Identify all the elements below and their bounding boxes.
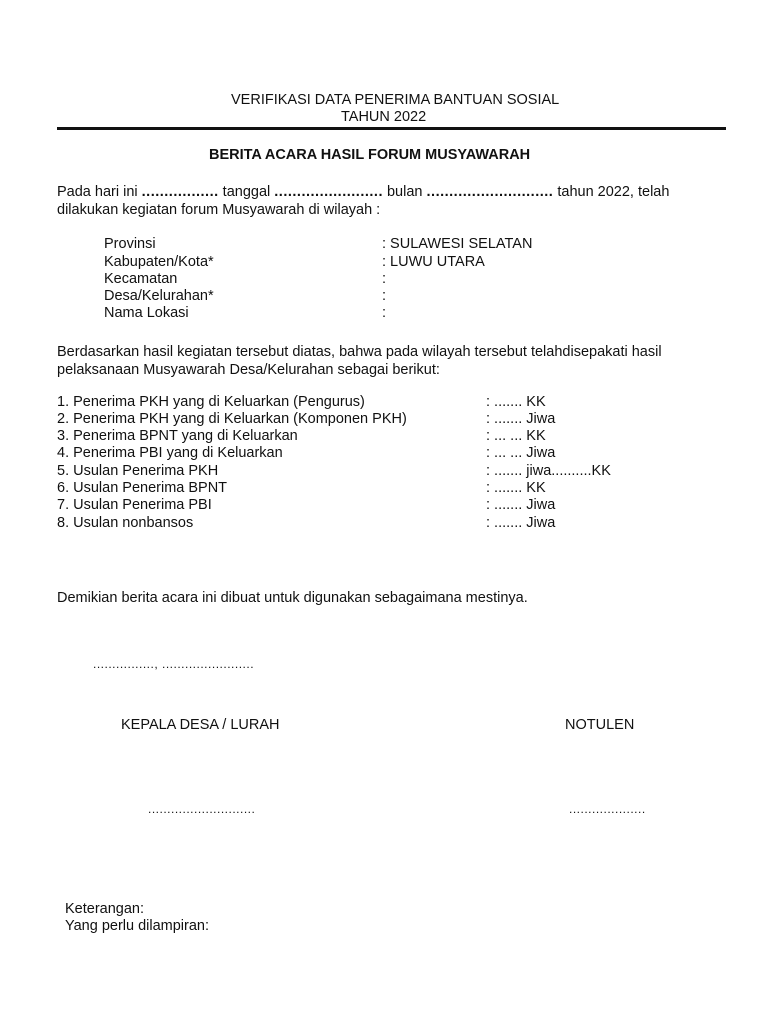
list-item-value: : ....... KK — [486, 394, 546, 410]
intro-text-4: tahun 2022, telah — [553, 184, 670, 200]
location-label: Kecamatan — [104, 271, 178, 287]
header-year: TAHUN 2022 — [341, 109, 427, 125]
closing-statement: Demikian berita acara ini dibuat untuk digunakan sebagaimana mestinya. — [57, 590, 528, 606]
list-item-label: 6. Usulan Penerima BPNT — [57, 480, 228, 496]
list-item-value: : ....... KK — [486, 480, 546, 496]
place-date-blank: ................, ........................ — [93, 657, 255, 671]
notes-label: Keterangan: — [65, 901, 145, 917]
intro-line-2: dilakukan kegiatan forum Musyawarah di wilayah : — [57, 202, 381, 218]
attachments-label: Yang perlu dilampiran: — [65, 918, 210, 934]
list-item-label: 2. Penerima PKH yang di Keluarkan (Komponen PKH) — [57, 411, 407, 427]
location-value: : — [382, 271, 387, 287]
day-blank: ................. — [141, 184, 219, 200]
list-item-label: 5. Usulan Penerima PKH — [57, 463, 219, 479]
intro-paragraph — [57, 183, 669, 219]
list-item-value: : ....... Jiwa — [486, 515, 556, 531]
village-head-title: KEPALA DESA / LURAH — [121, 717, 280, 733]
location-value: : SULAWESI SELATAN — [382, 236, 533, 252]
village-head-signature-blank: ............................ — [148, 802, 256, 816]
location-value: : LUWU UTARA — [382, 254, 485, 270]
notulen-title: NOTULEN — [565, 717, 635, 733]
list-item-value: : ....... Jiwa — [486, 497, 556, 513]
intro-line-1 — [57, 183, 669, 201]
intro-text-1: Pada hari ini — [57, 184, 142, 200]
list-item-label: 8. Usulan nonbansos — [57, 515, 194, 531]
document-title: BERITA ACARA HASIL FORUM MUSYAWARAH — [209, 147, 531, 163]
list-item-label: 1. Penerima PKH yang di Keluarkan (Pengurus) — [57, 394, 365, 410]
result-line-2: pelaksanaan Musyawarah Desa/Kelurahan sebagai berikut: — [57, 362, 440, 378]
location-value: : — [382, 305, 387, 321]
notulen-signature-blank: .................... — [569, 802, 646, 816]
intro-text-3: bulan — [382, 184, 427, 200]
location-label: Desa/Kelurahan* — [104, 288, 214, 304]
intro-text-2: tanggal — [218, 184, 275, 200]
date-blank: ........................ — [274, 184, 383, 200]
list-item-value: : ... ... KK — [486, 428, 546, 444]
list-item-label: 3. Penerima BPNT yang di Keluarkan — [57, 428, 298, 444]
location-label: Nama Lokasi — [104, 305, 189, 321]
month-blank: ............................ — [426, 184, 554, 200]
notes-section — [65, 901, 209, 935]
header-title: VERIFIKASI DATA PENERIMA BANTUAN SOSIAL — [231, 92, 560, 108]
result-line-1: Berdasarkan hasil kegiatan tersebut diatas, bahwa pada wilayah tersebut telahdisepakati hasil — [57, 344, 662, 360]
list-item-value: : ... ... Jiwa — [486, 445, 556, 461]
result-paragraph — [57, 343, 662, 379]
list-item-label: 4. Penerima PBI yang di Keluarkan — [57, 445, 283, 461]
location-value: : — [382, 288, 387, 304]
list-item-label: 7. Usulan Penerima PBI — [57, 497, 212, 513]
list-item-value: : ....... Jiwa — [486, 411, 556, 427]
location-label: Kabupaten/Kota* — [104, 254, 214, 270]
location-label: Provinsi — [104, 236, 156, 252]
list-item-value: : ....... jiwa..........KK — [486, 463, 611, 479]
header-divider — [57, 127, 726, 130]
